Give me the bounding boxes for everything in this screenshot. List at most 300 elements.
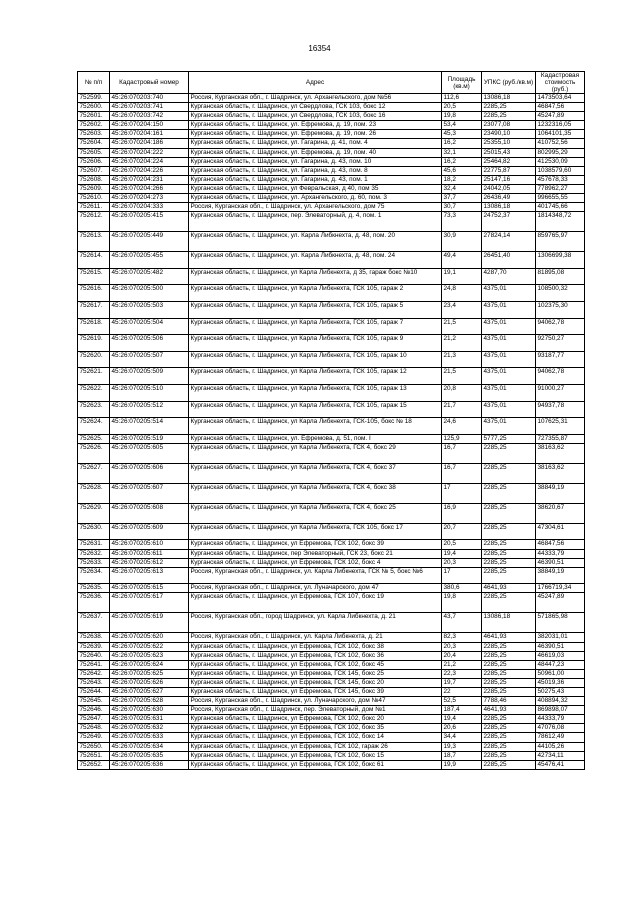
address: Курганская область, г. Шадринск, ул. Гагарина, д. 43, пом. 1 <box>189 175 442 184</box>
upks: 2285,25 <box>482 103 536 112</box>
area: 37,7 <box>442 194 482 203</box>
address: Россия, Курганская обл., г. Шадринск, пер. Элеваторный, дом №1 <box>189 706 442 715</box>
row-number: 752640. <box>78 651 110 660</box>
area: 19,4 <box>442 549 482 558</box>
cadastral-cost: 91000,27 <box>536 384 585 401</box>
area: 16,2 <box>442 157 482 166</box>
table-row <box>78 742 585 751</box>
cadastral-cost: 1306699,38 <box>536 252 585 269</box>
upks: 2285,25 <box>482 503 536 523</box>
area: 52,5 <box>442 697 482 706</box>
area: 380,6 <box>442 584 482 593</box>
upks: 4641,93 <box>482 706 536 715</box>
area: 19,1 <box>442 268 482 285</box>
area: 45,6 <box>442 166 482 175</box>
address: Россия, Курганская обл., г. Шадринск, ул. Луначарского, дом 47 <box>189 584 442 593</box>
table-row <box>78 760 585 769</box>
table-row <box>78 130 585 139</box>
area: 30,9 <box>442 232 482 252</box>
cadastral-number: 45:26:070205:635 <box>110 751 189 760</box>
cadastral-number: 45:26:070205:631 <box>110 715 189 724</box>
row-number: 752599. <box>78 94 110 103</box>
upks: 4375,01 <box>482 384 536 401</box>
cadastral-cost: 93187,77 <box>536 351 585 368</box>
cadastral-number: 45:26:070205:625 <box>110 669 189 678</box>
area: 16,2 <box>442 139 482 148</box>
upks: 2285,25 <box>482 724 536 733</box>
row-number: 752648. <box>78 724 110 733</box>
cadastral-number: 45:26:070205:514 <box>110 418 189 435</box>
area: 19,4 <box>442 715 482 724</box>
cadastral-number: 45:26:070205:610 <box>110 540 189 549</box>
table-row <box>78 94 585 103</box>
address: Курганская область, г. Шадринск, ул Ефремова, ГСК 102, бокс 35 <box>189 724 442 733</box>
address: Курганская область, г. Шадринск, ул Ефремова, ГСК 102, бокс 36 <box>189 651 442 660</box>
cadastral-cost: 401745,66 <box>536 203 585 212</box>
area: 18,2 <box>442 175 482 184</box>
row-number: 752630. <box>78 523 110 540</box>
upks: 25015,43 <box>482 148 536 157</box>
cadastral-number: 45:26:070205:628 <box>110 697 189 706</box>
upks: 2285,25 <box>482 678 536 687</box>
cadastral-number: 45:26:070204:273 <box>110 194 189 203</box>
area: 32,1 <box>442 148 482 157</box>
cadastral-number: 45:26:070203:741 <box>110 103 189 112</box>
cadastral-cost: 1766719,34 <box>536 584 585 593</box>
address: Россия, Курганская обл., г. Шадринск, ул. Луначарского, дом №47 <box>189 697 442 706</box>
address: Россия, Курганская обл., г. Шадринск, ул. Карла Либкнехта, д. 21 <box>189 633 442 642</box>
cadastral-number: 45:26:070205:415 <box>110 212 189 232</box>
area: 20,3 <box>442 558 482 567</box>
area: 17 <box>442 567 482 584</box>
row-number: 752621. <box>78 368 110 385</box>
cadastral-number: 45:26:070205:623 <box>110 651 189 660</box>
area: 34,4 <box>442 733 482 742</box>
cadastral-number: 45:26:070205:482 <box>110 268 189 285</box>
address: Россия, Курганская обл., г. Шадринск, ул. Карла Либкнехта, ГСК № 5, бокс №6 <box>189 567 442 584</box>
cadastral-cost: 44105,26 <box>536 742 585 751</box>
cadastral-number: 45:26:070205:503 <box>110 302 189 319</box>
cadastral-number: 45:26:070205:506 <box>110 335 189 352</box>
cadastral-cost: 46847,56 <box>536 103 585 112</box>
cadastral-cost: 81895,08 <box>536 268 585 285</box>
table-row <box>78 443 585 463</box>
cadastral-cost: 1814348,72 <box>536 212 585 232</box>
cadastral-number: 45:26:070205:634 <box>110 742 189 751</box>
row-number: 752652. <box>78 760 110 769</box>
row-number: 752602. <box>78 121 110 130</box>
upks: 2285,25 <box>482 593 536 613</box>
cadastral-number: 45:26:070205:617 <box>110 593 189 613</box>
upks: 13086,18 <box>482 94 536 103</box>
row-number: 752644. <box>78 687 110 696</box>
area: 30,7 <box>442 203 482 212</box>
upks: 4287,70 <box>482 268 536 285</box>
cadastral-number: 45:26:070205:504 <box>110 318 189 335</box>
upks: 5777,25 <box>482 434 536 443</box>
row-number: 752634. <box>78 567 110 584</box>
row-number: 752632. <box>78 549 110 558</box>
area: 49,4 <box>442 252 482 269</box>
row-number: 752646. <box>78 706 110 715</box>
cadastral-cost: 45019,36 <box>536 678 585 687</box>
address: Курганская область, г. Шадринск, ул. Ефремова, д. 19, пом. 26 <box>189 130 442 139</box>
table-row <box>78 268 585 285</box>
table-row <box>78 523 585 540</box>
upks: 2285,25 <box>482 523 536 540</box>
address: Курганская область, г. Шадринск, пер Элеваторный, ГСК 23, бокс 21 <box>189 549 442 558</box>
cadastral-cost: 1038579,60 <box>536 166 585 175</box>
area: 20,7 <box>442 523 482 540</box>
upks: 2285,25 <box>482 443 536 463</box>
table-row <box>78 194 585 203</box>
upks: 4375,01 <box>482 318 536 335</box>
area: 73,3 <box>442 212 482 232</box>
row-number: 752624. <box>78 418 110 435</box>
address: Курганская область, г. Шадринск, ул Карла Либкнехта, ГСК 105, гараж 10 <box>189 351 442 368</box>
area: 19,8 <box>442 593 482 613</box>
address: Курганская область, г. Шадринск, ул Ефремова, ГСК 145, бокс 39 <box>189 687 442 696</box>
cadastral-number: 45:26:070205:512 <box>110 401 189 418</box>
header-cadastral-number: Кадастровый номер <box>110 72 189 94</box>
cadastral-number: 45:26:070205:612 <box>110 558 189 567</box>
upks: 7788,46 <box>482 697 536 706</box>
row-number: 752651. <box>78 751 110 760</box>
cadastral-number: 45:26:070205:627 <box>110 687 189 696</box>
cadastral-number: 45:26:070205:622 <box>110 642 189 651</box>
area: 20,3 <box>442 642 482 651</box>
address: Курганская область, г. Шадринск, ул Карла Либкнехта, ГСК 105, бокс 17 <box>189 523 442 540</box>
area: 45,3 <box>442 130 482 139</box>
cadastral-cost: 410752,56 <box>536 139 585 148</box>
cadastral-cost: 94937,78 <box>536 401 585 418</box>
cadastral-cost: 727355,87 <box>536 434 585 443</box>
row-number: 752637. <box>78 613 110 633</box>
cadastral-cost: 457678,33 <box>536 175 585 184</box>
cadastral-cost: 45247,89 <box>536 112 585 121</box>
table-row <box>78 503 585 523</box>
cadastral-cost: 859765,97 <box>536 232 585 252</box>
upks: 23490,10 <box>482 130 536 139</box>
address: Курганская область, г. Шадринск, ул Свердлова, ГСК 103, бокс 16 <box>189 112 442 121</box>
table-row <box>78 166 585 175</box>
row-number: 752615. <box>78 268 110 285</box>
row-number: 752647. <box>78 715 110 724</box>
cadastral-cost: 108500,32 <box>536 285 585 302</box>
table-row <box>78 483 585 503</box>
row-number: 752623. <box>78 401 110 418</box>
row-number: 752645. <box>78 697 110 706</box>
table-row <box>78 549 585 558</box>
table-row <box>78 642 585 651</box>
address: Курганская область, г. Шадринск, ул Карла Либкнехта, ГСК 105, гараж 2 <box>189 285 442 302</box>
upks: 4641,93 <box>482 633 536 642</box>
cadastral-cost: 47304,61 <box>536 523 585 540</box>
area: 21,2 <box>442 660 482 669</box>
row-number: 752618. <box>78 318 110 335</box>
area: 16,7 <box>442 443 482 463</box>
address: Курганская область, г. Шадринск, ул Февральская, д 40, пом 35 <box>189 184 442 193</box>
row-number: 752636. <box>78 593 110 613</box>
row-number: 752628. <box>78 483 110 503</box>
cadastral-cost: 571865,98 <box>536 613 585 633</box>
cadastral-cost: 47076,08 <box>536 724 585 733</box>
area: 53,4 <box>442 121 482 130</box>
upks: 25355,10 <box>482 139 536 148</box>
row-number: 752638. <box>78 633 110 642</box>
area: 43,7 <box>442 613 482 633</box>
upks: 2285,25 <box>482 483 536 503</box>
table-row <box>78 706 585 715</box>
table-row <box>78 157 585 166</box>
area: 19,9 <box>442 760 482 769</box>
cadastral-number: 45:26:070205:613 <box>110 567 189 584</box>
table-row <box>78 613 585 633</box>
cadastral-number: 45:26:070205:626 <box>110 678 189 687</box>
cadastral-number: 45:26:070204:222 <box>110 148 189 157</box>
row-number: 752631. <box>78 540 110 549</box>
table-row <box>78 651 585 660</box>
address: Курганская область, г. Шадринск, ул Карла Либкнехта, ГСК-105, бокс № 18 <box>189 418 442 435</box>
table-row <box>78 584 585 593</box>
upks: 2285,25 <box>482 642 536 651</box>
area: 18,7 <box>442 751 482 760</box>
cadastral-number: 45:26:070205:500 <box>110 285 189 302</box>
upks: 2285,25 <box>482 669 536 678</box>
address: Россия, Курганская обл., г. Шадринск, ул. Архангельского, дом №56 <box>189 94 442 103</box>
address: Курганская область, г. Шадринск, ул Карла Либкнехта, ГСК 105, гараж 15 <box>189 401 442 418</box>
cadastral-cost: 38849,19 <box>536 567 585 584</box>
row-number: 752603. <box>78 130 110 139</box>
row-number: 752617. <box>78 302 110 319</box>
upks: 2285,25 <box>482 760 536 769</box>
address: Курганская область, г. Шадринск, ул Ефремова, ГСК 102, гараж 26 <box>189 742 442 751</box>
address: Курганская область, г. Шадринск, ул Ефремова, ГСК 102, бокс 38 <box>189 642 442 651</box>
address: Курганская область, г. Шадринск, ул Карла Либкнехта, д 35, гараж бокс №10 <box>189 268 442 285</box>
cadastral-number: 45:26:070205:636 <box>110 760 189 769</box>
upks: 2285,25 <box>482 651 536 660</box>
cadastral-number: 45:26:070205:608 <box>110 503 189 523</box>
row-number: 752608. <box>78 175 110 184</box>
cadastral-number: 45:26:070205:455 <box>110 252 189 269</box>
upks: 2285,25 <box>482 715 536 724</box>
table-row <box>78 593 585 613</box>
upks: 4641,93 <box>482 584 536 593</box>
cadastral-number: 45:26:070205:633 <box>110 733 189 742</box>
table-row <box>78 335 585 352</box>
area: 20,8 <box>442 384 482 401</box>
row-number: 752609. <box>78 184 110 193</box>
address: Курганская область, г. Шадринск, ул Карла Либкнехта, ГСК 4, бокс 25 <box>189 503 442 523</box>
address: Курганская область, г. Шадринск, ул Ефремова, ГСК 102, бокс 45 <box>189 660 442 669</box>
area: 20,4 <box>442 651 482 660</box>
row-number: 752612. <box>78 212 110 232</box>
upks: 22775,87 <box>482 166 536 175</box>
table-row <box>78 368 585 385</box>
table-row <box>78 540 585 549</box>
cadastral-number: 45:26:070205:620 <box>110 633 189 642</box>
table-row <box>78 724 585 733</box>
row-number: 752642. <box>78 669 110 678</box>
address: Курганская область, г. Шадринск, ул. Гагарина, д. 43, пом. 8 <box>189 166 442 175</box>
cadastral-cost: 46390,51 <box>536 558 585 567</box>
upks: 4375,01 <box>482 335 536 352</box>
header-cadastral-cost: Кадастровая стоимость (руб.) <box>536 72 585 94</box>
address: Курганская область, г. Шадринск, ул Ефремова, ГСК 102, бокс 14 <box>189 733 442 742</box>
address: Курганская область, г. Шадринск, ул Свердлова, ГСК 103, бокс 12 <box>189 103 442 112</box>
upks: 2285,25 <box>482 112 536 121</box>
area: 20,6 <box>442 724 482 733</box>
cadastral-number: 45:26:070204:161 <box>110 130 189 139</box>
area: 16,7 <box>442 463 482 483</box>
address: Курганская область, г. Шадринск, ул Ефремова, ГСК 102, бокс 20 <box>189 715 442 724</box>
area: 17 <box>442 483 482 503</box>
address: Курганская область, г. Шадринск, ул Ефремова, ГСК 102, бокс 4 <box>189 558 442 567</box>
cadastral-number: 45:26:070205:449 <box>110 232 189 252</box>
area: 22,3 <box>442 669 482 678</box>
row-number: 752620. <box>78 351 110 368</box>
cadastral-cost: 45247,89 <box>536 593 585 613</box>
area: 24,6 <box>442 418 482 435</box>
cadastral-cost: 44333,79 <box>536 715 585 724</box>
table-row <box>78 384 585 401</box>
row-number: 752607. <box>78 166 110 175</box>
upks: 2285,25 <box>482 463 536 483</box>
area: 22 <box>442 687 482 696</box>
cadastral-cost: 869898,07 <box>536 706 585 715</box>
cadastral-number: 45:26:070205:507 <box>110 351 189 368</box>
upks: 2285,25 <box>482 549 536 558</box>
table-row <box>78 463 585 483</box>
address: Курганская область, г. Шадринск, ул Карла Либкнехта, ГСК 4, бокс 29 <box>189 443 442 463</box>
row-number: 752639. <box>78 642 110 651</box>
area: 21,5 <box>442 318 482 335</box>
table-row <box>78 715 585 724</box>
area: 21,2 <box>442 335 482 352</box>
upks: 26436,49 <box>482 194 536 203</box>
upks: 26451,40 <box>482 252 536 269</box>
header-address: Адрес <box>189 72 442 94</box>
table-row <box>78 567 585 584</box>
upks: 23077,08 <box>482 121 536 130</box>
table-row <box>78 121 585 130</box>
cadastral-number: 45:26:070205:510 <box>110 384 189 401</box>
area: 19,7 <box>442 678 482 687</box>
cadastral-number: 45:26:070205:619 <box>110 613 189 633</box>
upks: 25147,16 <box>482 175 536 184</box>
upks: 4375,01 <box>482 285 536 302</box>
table-row <box>78 660 585 669</box>
cadastral-cost: 94062,78 <box>536 318 585 335</box>
cadastral-number: 45:26:070204:333 <box>110 203 189 212</box>
cadastral-cost: 92750,27 <box>536 335 585 352</box>
row-number: 752635. <box>78 584 110 593</box>
table-row <box>78 751 585 760</box>
upks: 2285,25 <box>482 540 536 549</box>
address: Курганская область, г. Шадринск, ул Карла Либкнехта, ГСК 105, гараж 5 <box>189 302 442 319</box>
row-number: 752610. <box>78 194 110 203</box>
cadastral-cost: 50961,00 <box>536 669 585 678</box>
area: 24,8 <box>442 285 482 302</box>
cadastral-number: 45:26:070205:605 <box>110 443 189 463</box>
cadastral-cost: 46847,56 <box>536 540 585 549</box>
cadastral-number: 45:26:070204:186 <box>110 139 189 148</box>
row-number: 752627. <box>78 463 110 483</box>
header-upks: УПКС (руб./кв.м) <box>482 72 536 94</box>
cadastral-number: 45:26:070204:266 <box>110 184 189 193</box>
area: 112,6 <box>442 94 482 103</box>
address: Курганская область, г. Шадринск, ул Ефремова, ГСК 102, бокс 15 <box>189 751 442 760</box>
address: Курганская область, г. Шадринск, ул. Карла Либкнехта, д. 48, пом. 24 <box>189 252 442 269</box>
area: 32,4 <box>442 184 482 193</box>
upks: 4375,01 <box>482 418 536 435</box>
table-row <box>78 633 585 642</box>
row-number: 752605. <box>78 148 110 157</box>
address: Курганская область, г. Шадринск, ул Ефремова, ГСК 107, бокс 19 <box>189 593 442 613</box>
table-row <box>78 351 585 368</box>
row-number: 752604. <box>78 139 110 148</box>
cadastral-cost: 1232316,05 <box>536 121 585 130</box>
cadastral-number: 45:26:070203:742 <box>110 112 189 121</box>
table-row <box>78 401 585 418</box>
row-number: 752611. <box>78 203 110 212</box>
table-row <box>78 697 585 706</box>
table-row <box>78 678 585 687</box>
table-row <box>78 112 585 121</box>
address: Курганская область, г. Шадринск, ул Ефремова, ГСК 102, бокс 39 <box>189 540 442 549</box>
cadastral-cost: 996655,55 <box>536 194 585 203</box>
cadastral-cost: 94062,78 <box>536 368 585 385</box>
table-row <box>78 434 585 443</box>
area: 82,3 <box>442 633 482 642</box>
cadastral-cost: 38849,19 <box>536 483 585 503</box>
cadastral-number: 45:26:070205:519 <box>110 434 189 443</box>
cadastral-number: 45:26:070204:150 <box>110 121 189 130</box>
area: 21,3 <box>442 351 482 368</box>
area: 21,7 <box>442 401 482 418</box>
cadastral-cost: 42734,11 <box>536 751 585 760</box>
address: Курганская область, г. Шадринск, пер. Элеваторный, д. 4, пом. 1 <box>189 212 442 232</box>
address: Курганская область, г. Шадринск, ул. Ефремова, д. 51, пом. I <box>189 434 442 443</box>
address: Курганская область, г. Шадринск, ул Карла Либкнехта, ГСК 4, бокс 37 <box>189 463 442 483</box>
table-row <box>78 318 585 335</box>
area: 187,4 <box>442 706 482 715</box>
cadastral-cost: 38163,62 <box>536 463 585 483</box>
cadastral-cost: 778962,27 <box>536 184 585 193</box>
address: Курганская область, г. Шадринск, ул Карла Либкнехта, ГСК 105, гараж 13 <box>189 384 442 401</box>
cadastral-cost: 38620,67 <box>536 503 585 523</box>
address: Курганская область, г. Шадринск, ул. Гагарина, д. 41, пом. 4 <box>189 139 442 148</box>
upks: 24042,05 <box>482 184 536 193</box>
cadastral-number: 45:26:070205:509 <box>110 368 189 385</box>
cadastral-number: 45:26:070205:632 <box>110 724 189 733</box>
row-number: 752643. <box>78 678 110 687</box>
cadastral-number: 45:26:070203:740 <box>110 94 189 103</box>
upks: 4375,01 <box>482 368 536 385</box>
upks: 4375,01 <box>482 302 536 319</box>
header-number: № п/п <box>78 72 110 94</box>
address: Курганская область, г. Шадринск, ул. Ефремова, д. 19, пом. 23 <box>189 121 442 130</box>
header-area: Площадь (кв.м) <box>442 72 482 94</box>
address: Курганская область, г. Шадринск, ул Ефремова, ГСК 145, бокс 25 <box>189 669 442 678</box>
cadastral-cost: 1473503,64 <box>536 94 585 103</box>
cadastral-number: 45:26:070205:611 <box>110 549 189 558</box>
upks: 27824,14 <box>482 232 536 252</box>
table-row <box>78 139 585 148</box>
table-row <box>78 285 585 302</box>
table-row <box>78 175 585 184</box>
area: 21,5 <box>442 368 482 385</box>
